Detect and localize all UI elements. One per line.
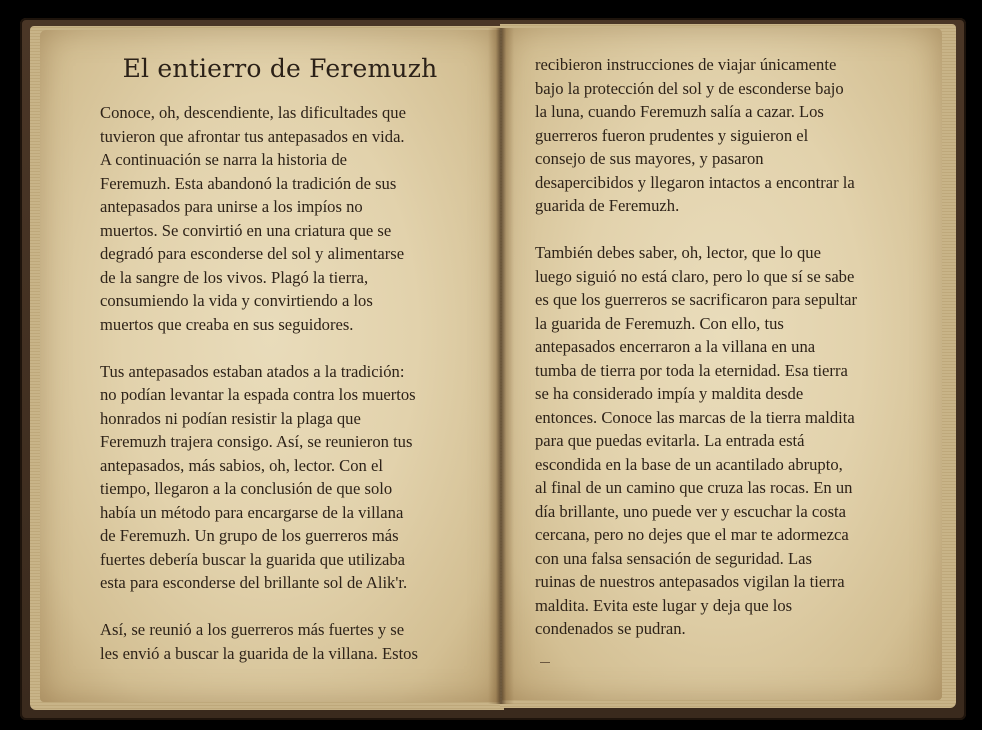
left-paragraph: Conoce, oh, descendiente, las dificultades que tuvieron que afrontar tus antepasados en vida. A continuación se narra la historia de Feremuzh. Esta abandonó la tradición de sus antepasados para unirse a los impíos no muertos. Se convirtió en una criatura que se degradó para esconderse del sol y alimentarse de la sangre de los vivos. Plagó la tierra, consumiendo la vida y convirtiendo a los muertos que creaba en sus seguidores. xyxy=(100,103,406,334)
left-page-text xyxy=(100,101,470,689)
left-paragraph: Tus antepasados estaban atados a la tradición: no podían levantar la espada contra los muertos honrados ni podían resistir la plaga que Feremuzh trajera consigo. Así, se reunieron tus antepasados, más sabios, oh, lector. Con el tiempo, llegaron a la conclusión de que solo había un método para encargarse de la villana de Feremuzh. Un grupo de los guerreros más fuertes debería buscar la guarida que utilizaba esta para esconderse del brillante sol de Alik'r. xyxy=(100,361,416,592)
book-spine-gutter xyxy=(488,28,514,704)
book-title: El entierro de Feremuzh xyxy=(122,54,438,83)
right-page-text xyxy=(535,53,905,664)
right-paragraph: También debes saber, oh, lector, que lo que luego siguió no está claro, pero lo que sí se sabe es que los guerreros se sacrificaron para sepultar la guarida de Feremuzh. Con ello, tus antepasados encerraron a la villana en una tumba de tierra por toda la eternidad. Esa tierra se ha considerado impía y maldita desde entonces. Conoce las marcas de la tierra maldita para que puedas evitarla. La entrada está escondida en la base de un acantilado abrupto, al final de un camino que cruza las rocas. En un día brillante, uno puede ver y escuchar la costa cercana, pero no dejes que el mar te adormezca con una falsa sensación de seguridad. Las ruinas de nuestros antepasados vigilan la tierra maldita. Evita este lugar y deja que los condenados se pudran. xyxy=(535,243,858,638)
right-paragraph: recibieron instrucciones de viajar únicamente bajo la protección del sol y de esconderse bajo la luna, cuando Feremuzh salía a cazar. Los guerreros fueron prudentes y siguieron el consejo de sus mayores, y pasaron desapercibidos y llegaron intactos a encontrar la guarida de Feremuzh. xyxy=(535,55,855,215)
left-paragraph: Así, se reunió a los guerreros más fuertes y se les envió a buscar la guarida de la villana. Estos xyxy=(100,620,418,663)
page-end-mark xyxy=(540,662,550,663)
